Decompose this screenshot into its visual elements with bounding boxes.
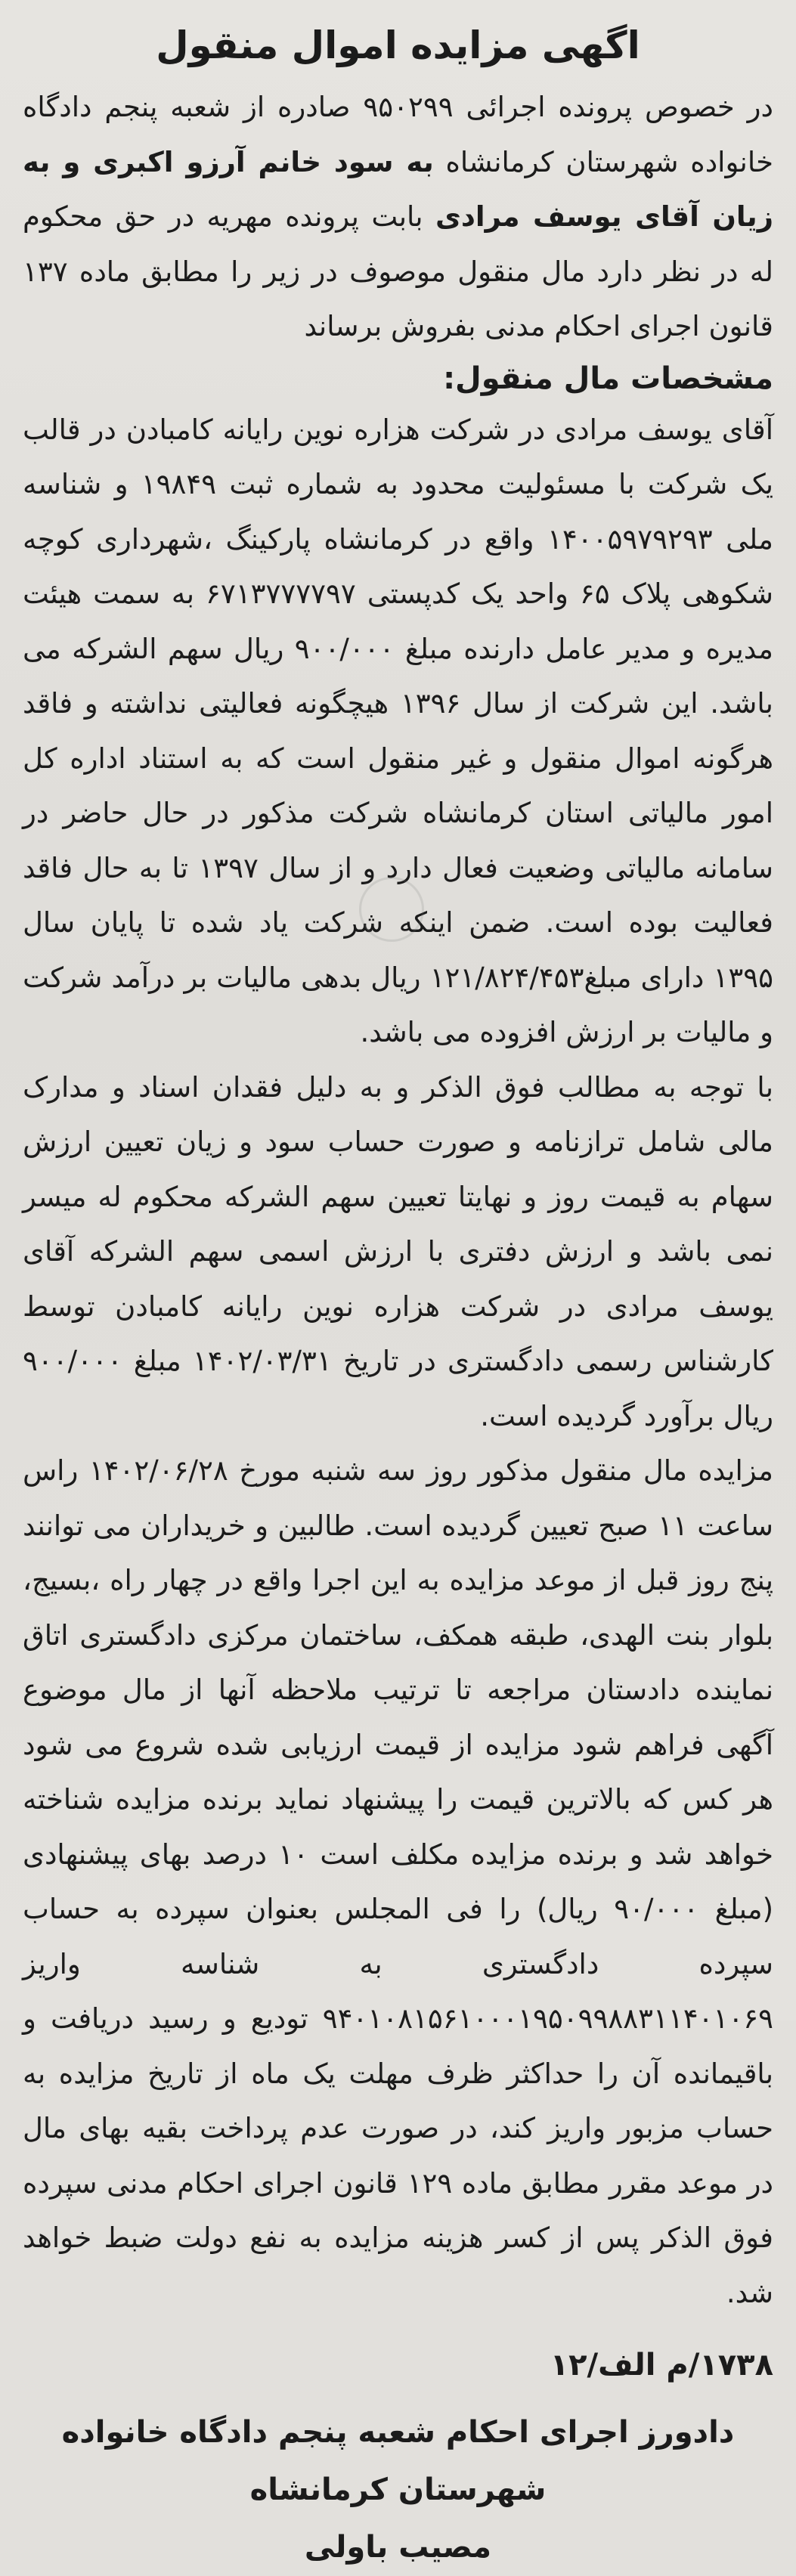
auction-terms-paragraph: مزایده مال منقول مذکور روز سه شنبه مورخ ۱۴۰۲/۰۶/۲۸ راس ساعت ۱۱ صبح تعیین گردیده است. طالبین و خریداران می توانند پنج روز قبل از موعد مزایده به این اجرا واقع در چهار راه ،بسیج، بلوار بنت الهدی، طبقه همکف، ساختمان مرکزی دادگستری اتاق نماینده دادستان مراجعه تا ترتیب ملاحظه آنها از مال موضوع آگهی فراهم شود مزایده از قیمت ارزیابی شده شروع می شود هر کس که بالاترین قیمت را پیشنهاد نماید برنده مزایده شناخته خواهد شد و برنده مزایده مکلف است ۱۰ درصد بهای پیشنهادی (مبلغ ۹۰/۰۰۰ ریال) را فی المجلس بعنوان سپرده به حساب سپرده دادگستری به شناسه واریز ۹۴۰۱۰۸۱۵۶۱۰۰۰۱۹۵۰۹۹۸۸۳۱۱۴۰۱۰۶۹ تودیع و رسید دریافت و باقیمانده آن را حداکثر ظرف مهلت یک ماه از تاریخ مزایده به حساب مزبور واریز کند، در صورت عدم پرداخت بقیه بهای مال در موعد مقرر مطابق ماده ۱۲۹ قانون اجرای احکام مدنی سپرده فوق الذکر پس از کسر هزینه مزایده به نفع دولت ضبط خواهد شد. xyxy=(23,1454,774,2309)
faint-stamp-mark xyxy=(359,877,424,942)
valuation-paragraph: با توجه به مطالب فوق الذکر و به دلیل فقدان اسناد و مدارک مالی شامل ترازنامه و صورت حساب سود و زیان تعیین ارزش سهام به قیمت روز و نهایتا تعیین سهم الشرکه محکوم له میسر نمی باشد و ارزش دفتری با ارزش اسمی سهم الشرکه آقای یوسف مرادی در شرکت هزاره نوین رایانه کامبادن توسط کارشناس رسمی دادگستری در تاریخ ۱۴۰۲/۰۳/۳۱ مبلغ ۹۰۰/۰۰۰ ریال برآورد گردیده است. xyxy=(23,1070,773,1432)
signature-title: دادورز اجرای احکام شعبه پنجم دادگاه خانواده شهرستان کرمانشاه xyxy=(61,2415,735,2507)
intro-text-1: در خصوص پرونده اجرائی ۹۵۰۲۹۹ صادره از شعبه پنجم دادگاه خانواده شهرستان کرمانشاه xyxy=(23,91,774,178)
reference-number: ۱۷۳۸/م الف/۱۲ xyxy=(550,2348,773,2382)
description-paragraph: آقای یوسف مرادی در شرکت هزاره نوین رایانه کامبادن در قالب یک شرکت با مسئولیت محدود به شماره ثبت ۱۹۸۴۹ و شناسه ملی ۱۴۰۰۵۹۷۹۲۹۳ واقع در کرمانشاه پارکینگ ،شهرداری کوچه شکوهی پلاک ۶۵ واحد یک کدپستی ۶۷۱۳۷۷۷۷۹۷ به سمت هیئت مدیره و مدیر عامل دارنده مبلغ ۹۰۰/۰۰۰ ریال سهم الشرکه می باشد. این شرکت از سال ۱۳۹۶ هیچگونه فعالیتی نداشته و فاقد هرگونه اموال منقول و غیر منقول است که به استناد اداره کل امور مالیاتی استان کرمانشاه شرکت مذکور در حال حاضر در سامانه مالیاتی وضعیت فعال دارد و از سال ۱۳۹۷ تا به حال فاقد فعالیت بوده است. ضمن اینکه شرکت یاد شده تا پایان سال ۱۳۹۵ دارای مبلغ۱۲۱/۸۲۴/۴۵۳ ریال بدهی مالیات بر درآمد شرکت و مالیات بر ارزش افزوده می باشد. xyxy=(23,413,774,1048)
notice-title: اگهی مزایده اموال منقول xyxy=(156,23,640,67)
intro-paragraph xyxy=(23,80,773,355)
intro-bold-parties: به سود خانم آرزو اکبری و به زیان آقای یوسف مرادی xyxy=(23,145,773,233)
intro-text-2: بابت پرونده مهریه در حق محکوم له در نظر دارد مال منقول موصوف در زیر را مطابق ماده ۱۳۷ قانون اجرای احکام مدنی بفروش برساند xyxy=(23,200,773,342)
signature-name: مصیب باولی xyxy=(304,2530,492,2565)
section-heading: مشخصات مال منقول: xyxy=(443,361,773,396)
